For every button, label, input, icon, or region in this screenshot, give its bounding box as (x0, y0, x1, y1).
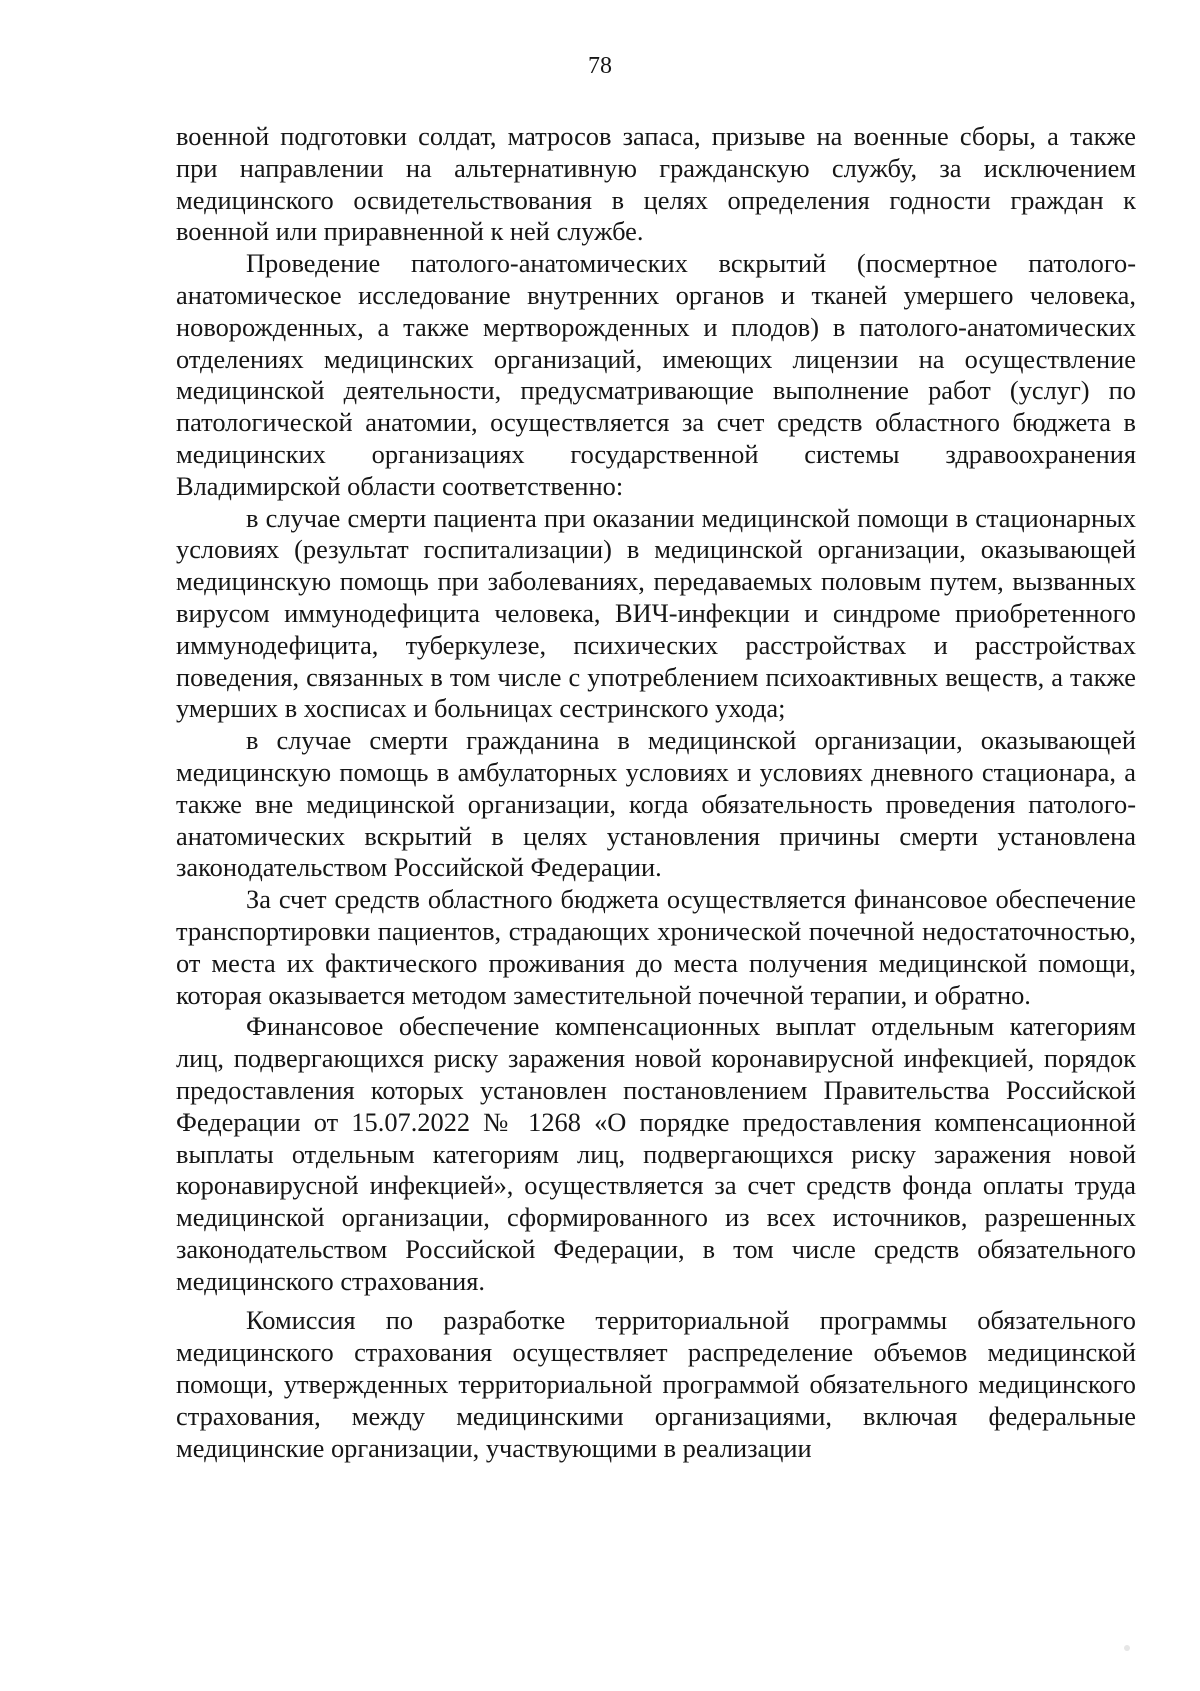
scan-speck (1124, 1645, 1130, 1651)
page-number: 78 (588, 53, 612, 79)
document-body (176, 121, 1136, 1464)
paragraph-inpatient-death: в случае смерти пациента при оказании медицинской помощи в стационарных условиях (результат госпитализации) в медицинской организации, оказывающей медицинскую помощь при заболеваниях, передаваемых половым путем, вызванных вирусом иммунодефицита человека, ВИЧ-инфекции и синдроме приобретенного иммунодефицита, туберкулезе, психических расстройствах и расстройствах поведения, связанных в том числе с употреблением психоактивных веществ, а также умерших в хосписах и больницах сестринского ухода; (176, 502, 1136, 724)
paragraph-covid-compensation: Финансовое обеспечение компенсационных выплат отдельным категориям лиц, подвергающихся риску заражения новой коронавирусной инфекцией, порядок предоставления которых установлен постановлением Правительства Российской Федерации от 15.07.2022 № 1268 «О порядке предоставления компенсационной выплаты отдельным категориям лиц, подвергающихся риску заражения новой коронавирусной инфекцией», осуществляется за счет средств фонда оплаты труда медицинской организации, сформированного из всех источников, разрешенных законодательством Российской Федерации, в том числе средств обязательного медицинского страхования. (176, 1011, 1136, 1296)
paragraph-autopsy-funding: Проведение патолого-анатомических вскрытий (посмертное патолого-анатомическое исследование внутренних органов и тканей умершего человека, новорожденных, а также мертворожденных и плодов) в патолого-анатомических отделениях медицинских организаций, имеющих лицензии на осуществление медицинской деятельности, предусматривающие выполнение работ (услуг) по патологической анатомии, осуществляется за счет средств областного бюджета в медицинских организациях государственной системы здравоохранения Владимирской области соответственно: (176, 248, 1136, 501)
paragraph-outpatient-death: в случае смерти гражданина в медицинской организации, оказывающей медицинскую помощь в амбулаторных условиях и условиях дневного стационара, а также вне медицинской организации, когда обязательность проведения патолого-анатомических вскрытий в целях установления причины смерти установлена законодательством Российской Федерации. (176, 725, 1136, 883)
paragraph-dialysis-transport: За счет средств областного бюджета осуществляется финансовое обеспечение транспортировки пациентов, страдающих хронической почечной недостаточностью, от места их фактического проживания до места получения медицинской помощи, которая оказывается методом заместительной почечной терапии, и обратно. (176, 884, 1136, 1010)
paragraph-commission: Комиссия по разработке территориальной программы обязательного медицинского страхования осуществляет распределение объемов медицинской помощи, утвержденных территориальной программой обязательного медицинского страхования, между медицинскими организациями, включая федеральные медицинские организации, участвующими в реализации (176, 1305, 1136, 1463)
paragraph-military-training: военной подготовки солдат, матросов запаса, призыве на военные сборы, а также при направлении на альтернативную гражданскую службу, за исключением медицинского освидетельствования в целях определения годности граждан к военной или приравненной к ней службе. (176, 121, 1136, 247)
